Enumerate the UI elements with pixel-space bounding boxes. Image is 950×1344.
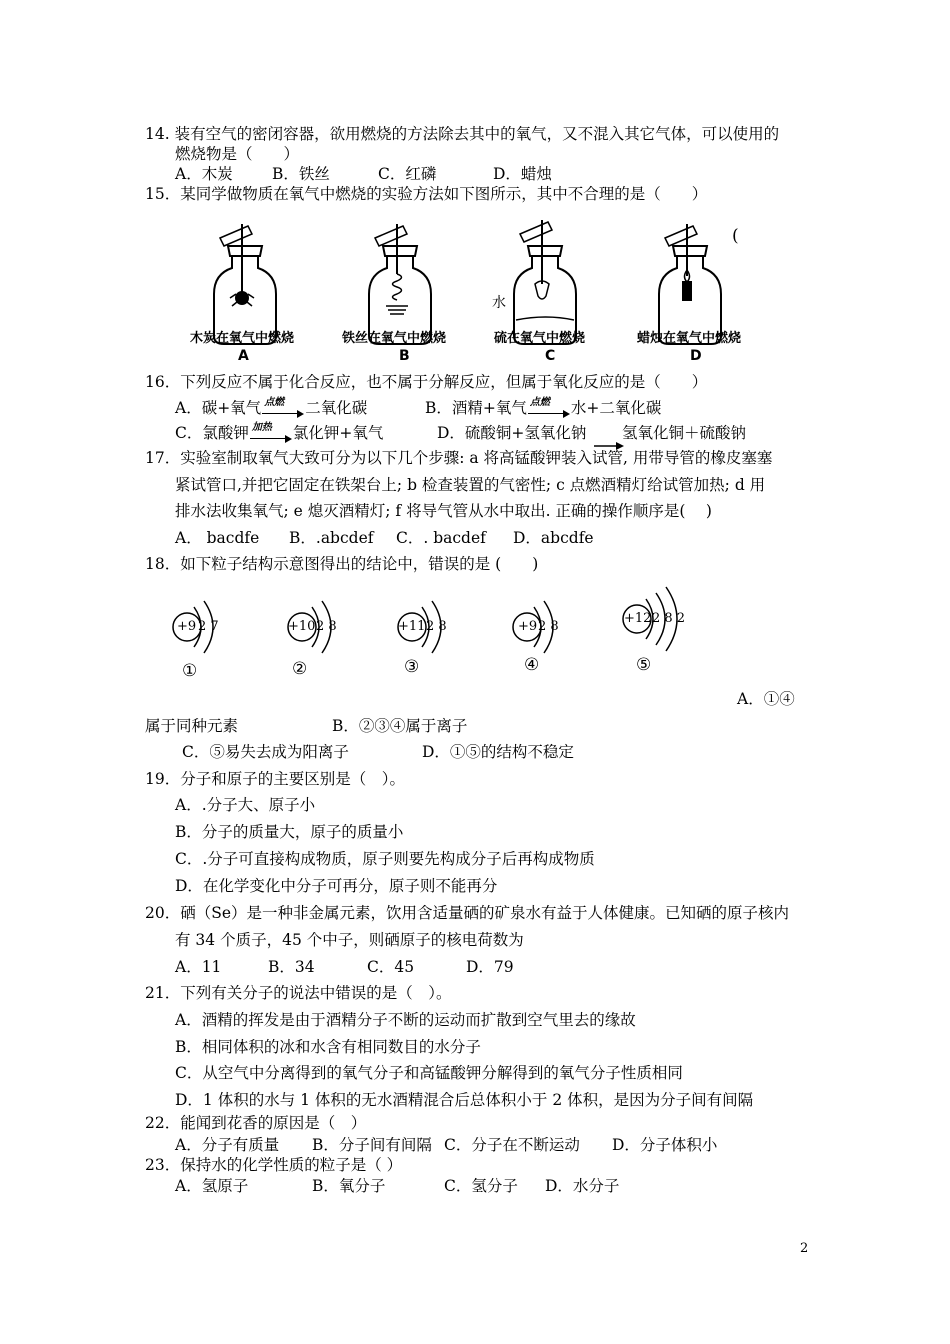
q15-letter-a: A — [238, 348, 249, 364]
q17-line3: 排水法收集氧气; e 熄灭酒精灯; f 将导气管从水中取出. 正确的操作顺序是( ) — [175, 502, 712, 520]
reaction-arrow-icon — [250, 422, 292, 441]
jar-c-illustration — [514, 220, 576, 344]
q15-water-label: 水 — [492, 295, 506, 311]
q15-caption-d: 蜡烛在氧气中燃烧 — [637, 331, 742, 346]
condition-label: 点燃 — [264, 397, 285, 408]
q17-option-b: B．.abcdef — [289, 529, 374, 547]
q15-caption-a: 木炭在氧气中燃烧 — [190, 331, 295, 346]
structure-5-electrons: 2 8 2 — [652, 611, 686, 626]
q18-option-b: B．②③④属于离子 — [332, 717, 468, 735]
structure-1-electrons: 2 7 — [198, 619, 219, 634]
q18-stem: 18．如下粒子结构示意图得出的结论中，错误的是 ( ) — [145, 555, 539, 573]
q22-option-a: A．分子有质量 — [175, 1136, 280, 1154]
q18-option-a-end: 属于同种元素 — [145, 717, 239, 735]
page-number: 2 — [800, 1241, 809, 1256]
q23-option-b: B．氧分子 — [312, 1177, 386, 1195]
condition-label: 加热 — [251, 422, 272, 433]
q23-stem: 23．保持水的化学性质的粒子是（ ） — [145, 1156, 403, 1174]
q23-option-d: D．水分子 — [545, 1177, 620, 1195]
q21-option-a: A．酒精的挥发是由于酒精分子不断的运动而扩散到空气里去的缘故 — [175, 1011, 636, 1029]
q17-option-d: D．abcdfe — [513, 529, 594, 547]
q14-option-a: A．木炭 — [175, 165, 233, 183]
structure-3-nucleus: +11 — [398, 619, 426, 634]
q15-stray-mark: ( — [732, 226, 739, 246]
q15-letter-b: B — [399, 348, 410, 364]
q16-stem: 16．下列反应不属于化合反应，也不属于分解反应，但属于氧化反应的是（ ） — [145, 373, 708, 391]
q16-b-reactants: B．酒精+氧气 — [425, 399, 527, 417]
reaction-arrow-icon — [528, 397, 570, 416]
jar-a-illustration — [214, 224, 276, 344]
q23-option-a: A．氢原子 — [175, 1177, 249, 1195]
jar-d-illustration — [659, 224, 721, 344]
q17-option-a: A． bacdfe — [175, 529, 260, 547]
reaction-arrow-icon — [262, 397, 304, 416]
q16-c-reactants: C．氯酸钾 — [175, 424, 249, 442]
q16-option-d-products: 氢氧化铜＋硫酸钠 — [622, 424, 747, 442]
q20-option-a: A．11 — [175, 958, 222, 976]
q21-option-d: D．1 体积的水与 1 体积的无水酒精混合后总体积小于 2 体积，是因为分子间有间隔 — [175, 1091, 754, 1109]
q21-stem: 21．下列有关分子的说法中错误的是（ ）。 — [145, 984, 452, 1002]
q19-option-a: A．.分子大、原子小 — [175, 796, 316, 814]
structure-1-label: ① — [182, 661, 198, 681]
q15-caption-c: 硫在氧气中燃烧 — [494, 331, 586, 346]
q19-option-b: B．分子的质量大，原子的质量小 — [175, 823, 404, 841]
condition-label: 点燃 — [529, 397, 550, 408]
structure-3-electrons: 2 8 — [426, 619, 447, 634]
q15-stem: 15．某同学做物质在氧气中燃烧的实验方法如下图所示，其中不合理的是（ ） — [145, 185, 708, 203]
structure-4-label: ④ — [524, 655, 540, 675]
q20-option-b: B．34 — [268, 958, 315, 976]
q16-b-products: 水+二氧化碳 — [570, 399, 662, 417]
q14-stem-line2: 燃烧物是（ ） — [175, 145, 300, 163]
jar-b-illustration — [369, 224, 431, 344]
structure-4-electrons: 2 8 — [538, 619, 559, 634]
q23-option-c: C．氢分子 — [444, 1177, 518, 1195]
q16-option-d-reactants: D．硫酸铜+氢氧化钠 — [437, 424, 587, 442]
q19-option-d: D．在化学变化中分子可再分，原子则不能再分 — [175, 877, 498, 895]
q20-line2: 有 34 个质子，45 个中子，则硒原子的核电荷数为 — [175, 931, 524, 949]
q15-caption-b: 铁丝在氧气中燃烧 — [342, 331, 447, 346]
q14-option-b: B．铁丝 — [272, 165, 330, 183]
q16-a-products: 二氧化碳 — [305, 399, 368, 417]
q17-line1: 17．实验室制取氧气大致可分为以下几个步骤: a 将高锰酸钾装入试管, 用带导管的橡皮塞塞 — [145, 449, 773, 467]
structure-3-label: ③ — [404, 657, 420, 677]
q22-option-d: D．分子体积小 — [612, 1136, 718, 1154]
structure-1-nucleus: +9 — [177, 619, 197, 634]
q20-line1: 20．硒（Se）是一种非金属元素，饮用含适量硒的矿泉水有益于人体健康。已知硒的原子核内 — [145, 904, 790, 922]
q18-option-a-start: A．①④ — [737, 690, 795, 708]
structure-2-nucleus: +10 — [288, 619, 316, 634]
q16-option-b — [425, 398, 661, 418]
q22-option-b: B．分子间有间隔 — [312, 1136, 432, 1154]
structure-4-nucleus: +9 — [518, 619, 538, 634]
q14-stem-line1: 14. 装有空气的密闭容器，欲用燃烧的方法除去其中的氧气，又不混入其它气体，可以使用的 — [145, 125, 780, 143]
q16-option-c — [175, 423, 383, 443]
q21-option-b: B．相同体积的冰和水含有相同数目的水分子 — [175, 1038, 481, 1056]
q18-option-c: C．⑤易失去成为阳离子 — [182, 743, 349, 761]
q18-option-d: D．①⑤的结构不稳定 — [422, 743, 574, 761]
q17-option-c: C．. bacdef — [396, 529, 486, 547]
q17-line2: 紧试管口,并把它固定在铁架台上; b 检查装置的气密性; c 点燃酒精灯给试管加热; d 用 — [175, 476, 766, 494]
q20-option-c: C．45 — [367, 958, 415, 976]
q16-option-a — [175, 398, 367, 418]
q14-option-c: C．红磷 — [378, 165, 437, 183]
structure-5-label: ⑤ — [636, 655, 652, 675]
structure-5-nucleus: +12 — [624, 611, 652, 626]
q21-option-c: C．从空气中分离得到的氧气分子和高锰酸钾分解得到的氧气分子性质相同 — [175, 1064, 683, 1082]
q16-a-reactants: A．碳+氧气 — [175, 399, 262, 417]
q19-option-c: C．.分子可直接构成物质，原子则要先构成分子后再构成物质 — [175, 850, 595, 868]
q22-stem: 22．能闻到花香的原因是（ ） — [145, 1114, 367, 1132]
structure-2-electrons: 2 8 — [316, 619, 337, 634]
structure-2-label: ② — [292, 659, 308, 679]
q14-option-d: D．蜡烛 — [493, 165, 552, 183]
q15-letter-c: C — [545, 348, 556, 364]
q19-stem: 19．分子和原子的主要区别是（ ）。 — [145, 770, 405, 788]
q16-c-products: 氯化钾+氧气 — [292, 424, 384, 442]
q15-letter-d: D — [690, 348, 702, 364]
q22-option-c: C．分子在不断运动 — [444, 1136, 580, 1154]
q20-option-d: D．79 — [466, 958, 514, 976]
